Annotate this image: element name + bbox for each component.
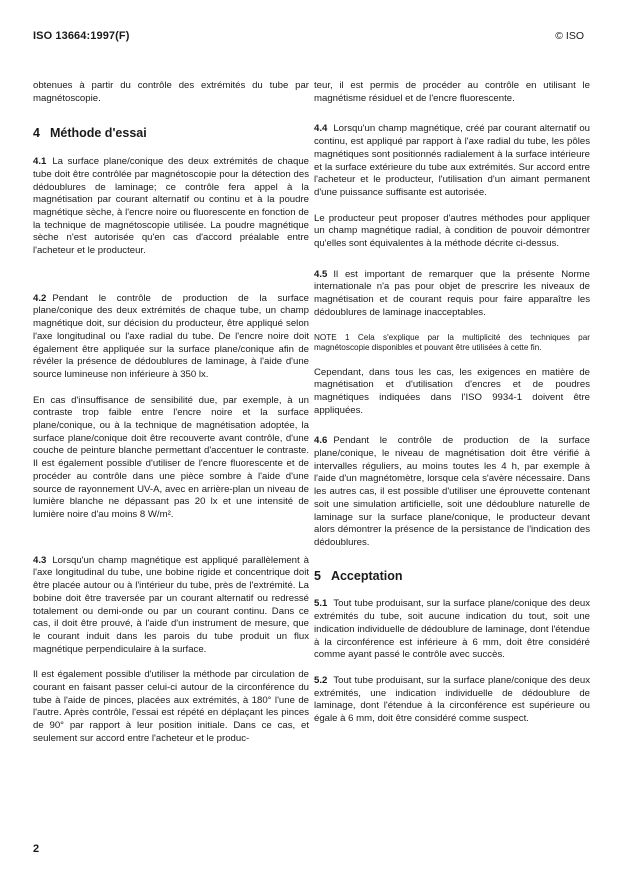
clause-4-2	[33, 293, 309, 382]
clause-4-4-continued: Le producteur peut proposer d'autres méthodes pour appliquer un champ magnétique radial, à condition de pouvoir démontrer qu'elles sont équivalentes à la méthode décrite ci-dessus.	[314, 212, 590, 250]
clause-4-2-continued: En cas d'insuffisance de sensibilité due, par exemple, à un contraste trop faible entre l'encre noire et la surface plane/conique, ou à la technique de magnétisation adoptée, la surface plane/conique doit être recouverte avant contrôle, d'une couche de peinture blanche permettant d'accentuer le contraste. Il est également possible d'utiliser de l'encre fluorescente et de procéder au contrôle dans une pièce sombre à l'aide d'une source de rayonnement UV-A, avec en arrière-plan un niveau de lumière blanche ne dépassant pas 20 lx et une intensité de lumière noire d'au moins 8 W/m².	[33, 394, 309, 520]
note-1: NOTE 1 Cela s'explique par la multiplicité des techniques par magnétoscopie disponibles et pouvant être utilisées à cette fin.	[314, 332, 590, 353]
clause-4-1	[33, 156, 309, 258]
intro-paragraph: obtenues à partir du contrôle des extrémités du tube par magnétoscopie.	[33, 80, 309, 104]
section-number: 4	[33, 126, 40, 141]
clause-number: 5.2	[314, 674, 328, 686]
section-number: 5	[314, 568, 321, 583]
page-number: 2	[33, 843, 40, 855]
continued-paragraph: teur, il est permis de procéder au contrôle en utilisant le magnétisme résiduel et de l'encre fluorescente.	[314, 80, 590, 104]
clause-number: 4.5	[314, 268, 328, 280]
clause-number: 4.6	[314, 435, 328, 447]
clause-4-5	[314, 269, 590, 320]
clause-text: Lorsqu'un champ magnétique est appliqué parallèlement à l'axe longitudinal du tube, une bobine rigide et concentrique doit être placée autour ou à l'intérieur du tube, près de l'extrémité. La bobine doit être traversée par un courant alternatif ou redressé totalement ou demi-onde ou par un courant continu. Dans ce cas, il doit être prouvé, à l'aide d'un instrument de mesure, que le courant induit dans les parois du tube produit un flux magnétique perpendiculaire à la surface.	[33, 554, 309, 655]
clause-text: Pendant le contrôle de production de la surface plane/conique, le niveau de magnétisation doit être vérifié à intervalles réguliers, au moins toutes les 4 h, par exemple à l'aide d'un magnétomètre, lorsque cela s'avère nécessaire. Dans les autres cas, il est possible d'utiliser une éprouvette contenant soit une simulation artificielle, soit une dédoublure naturelle de laminage sur la surface plane/conique, le producteur devant alors démontrer la présence de la persistance de l'indication des dédoublures.	[314, 435, 590, 548]
clause-number: 4.4	[314, 123, 328, 135]
clause-4-4	[314, 123, 590, 199]
clause-text: La surface plane/conique des deux extrémités de chaque tube doit être contrôlée par magnétoscopie pour la détection des dédoublures de laminage; ce contrôle fera appel à la magnétisation par courant alternatif ou continu et à la poudre magnétique sèche, à l'encre noire ou fluorescente en fonction de la technique de magnétoscopie utilisée. La poudre magnétique sèche n'est autorisée qu'en cas d'accord préalable entre l'acheteur et le producteur.	[33, 156, 309, 257]
clause-text: Tout tube produisant, sur la surface plane/conique des deux extrémités du tube, soit aucune indication du tout, soit une indication individuelle de dédoublure de laminage, dont l'étendue à la circonférence est inférieure à 6 mm, doit être considéré comme ayant passé le contrôle avec succès.	[314, 598, 590, 661]
left-column	[33, 80, 309, 759]
copyright-mark: © ISO	[555, 30, 584, 42]
clause-5-1	[314, 598, 590, 662]
clause-text: Il est important de remarquer que la présente Norme internationale n'a pas pour objet de prescrire les niveaux de magnétisation et de courant requis pour faire apparaître les dédoublures de laminage inacceptables.	[314, 268, 590, 318]
standard-number: ISO 13664:1997(F)	[33, 30, 130, 42]
clause-number: 5.1	[314, 598, 328, 610]
clause-5-2	[314, 675, 590, 726]
clause-number: 4.3	[33, 554, 47, 566]
section-title: Méthode d'essai	[49, 126, 147, 141]
clause-4-3-continued: Il est également possible d'utiliser la méthode par circulation de courant en faisant passer celui-ci autour de la circonférence du tube à l'aide de pinces, placées aux extrémités, à 180° l'une de l'autre. Après contrôle, l'essai est répété en déplaçant les pinces de 90° par rapport à leur position initiale. Dans ce cas, et seulement sur accord entre l'acheteur et le produc-	[33, 669, 309, 744]
clause-4-3	[33, 555, 309, 657]
right-column	[314, 80, 590, 739]
clause-number: 4.1	[33, 156, 47, 168]
section-4-heading	[33, 127, 309, 140]
clause-4-6	[314, 435, 590, 549]
clause-4-5-continued: Cependant, dans tous les cas, les exigences en matière de magnétisation et d'utilisation d'encres et de poudres magnétiques indiquées dans l'ISO 9934-1 doivent être appliquées.	[314, 366, 590, 416]
clause-number: 4.2	[33, 292, 47, 304]
clause-text: Pendant le contrôle de production de la surface plane/conique des deux extrémités de chaque tube, un champ magnétique doit, sur décision du producteur, être appliqué selon l'axe longitudinal ou l'axe radial du tube. De l'encre noire doit également être appliquée sur la surface plane/conique afin de révéler la présence de dédoublures de laminage, à l'aide d'une source lumineuse non inférieure à 350 lx.	[33, 292, 309, 380]
section-title: Acceptation	[330, 568, 403, 583]
clause-text: Lorsqu'un champ magnétique, créé par courant alternatif ou continu, est appliqué par rapport à l'axe radial du tube, les pôles magnétiques sont positionnés radialement à la surface intérieure et la surface extérieure du tube aux extrémités. Sur accord entre l'acheteur et le producteur, l'utilisation d'un aimant permanent d'une puissance suffisante est autorisée.	[314, 123, 590, 198]
clause-text: Tout tube produisant, sur la surface plane/conique des deux extrémités, une indication individuelle de dédoublure de laminage, dont l'étendue à la circonférence est supérieure ou égale à 6 mm, doit être considéré comme suspect.	[314, 674, 590, 725]
section-5-heading	[314, 570, 590, 583]
